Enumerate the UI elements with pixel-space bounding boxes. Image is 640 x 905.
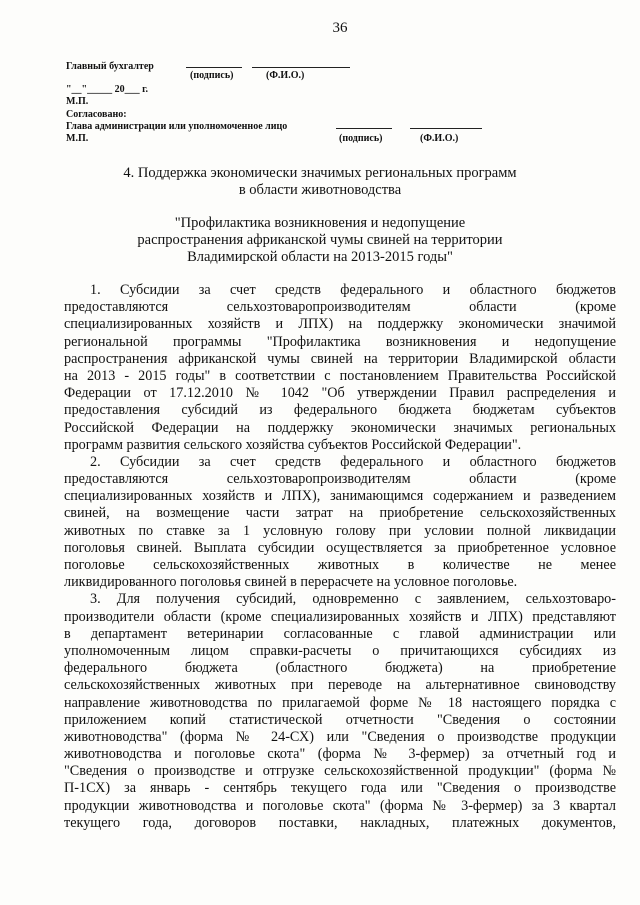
section-heading xyxy=(60,165,580,199)
text-line: региональной программы "Профилактика возникновения и недопущение xyxy=(64,333,616,350)
text-line: предоставляются сельхозтоваропроизводителям области (кроме xyxy=(64,471,616,488)
section-heading-line: 4. Поддержка экономически значимых региональных программ xyxy=(123,165,517,181)
text-line: предоставления субсидий из федерального бюджета бюджетам субъектов xyxy=(64,402,616,419)
signature-line-2 xyxy=(336,128,392,129)
document-body xyxy=(64,282,616,832)
agreed-label: Согласовано: xyxy=(66,109,127,120)
page-number: 36 xyxy=(332,20,348,36)
text-line: ликвидированного поголовья свиней в перерасчете на условное поголовье. xyxy=(64,574,518,591)
text-line: уполномоченным лицом справки-расчеты о причитающихся субсидиях из xyxy=(64,642,616,659)
text-line: программ развития сельского хозяйства субъектов Российской Федерации". xyxy=(64,436,522,453)
text-line: распространения африканской чумы свиней на территории Владимирской области xyxy=(64,350,616,367)
text-line: предоставляются сельхозтоваропроизводителям области (кроме xyxy=(64,299,616,316)
signature-caption-2: (подпись) xyxy=(339,133,383,144)
text-line: специализированных хозяйств и ЛПХ) на поддержку экономически значимой xyxy=(64,316,616,333)
text-line: 1. Субсидии за счет средств федерального и областного бюджетов xyxy=(90,282,616,298)
stamp-label: М.П. xyxy=(66,96,89,107)
name-caption: (Ф.И.О.) xyxy=(266,70,305,81)
signature-caption: (подпись) xyxy=(190,70,234,81)
text-line: на 2013 - 2015 годы" в соответствии с постановлением Правительства Российской xyxy=(64,367,616,384)
text-line: текущего года, договоров поставки, накладных, платежных документов, xyxy=(64,814,616,831)
signature-block xyxy=(0,0,640,150)
text-line: П-1СХ) за январь - сентябрь текущего года или "Сведения о производстве xyxy=(64,780,616,797)
text-line: свиней, на возмещение части затрат на приобретение сельскохозяйственных xyxy=(64,505,616,522)
text-line: животных по ставке за 1 условную голову при условии полной ликвидации xyxy=(64,522,616,539)
text-line: специализированных хозяйств и ЛПХ), занимающимся содержанием и разведением xyxy=(64,488,616,505)
text-line: животноводства и поголовье скота" (форма № 3-фермер) за отчетный год и xyxy=(64,746,616,763)
paragraph-3 xyxy=(64,591,616,832)
text-line: продукции животноводства и поголовье скота" (форма № 3-фермер) за 3 квартал xyxy=(64,797,616,814)
text-line: Российской Федерации на поддержку экономически значимых региональных xyxy=(64,419,616,436)
program-title-line: распространения африканской чумы свиней на территории xyxy=(137,232,503,248)
name-caption-2: (Ф.И.О.) xyxy=(420,133,459,144)
text-line: поголовье сельскохозяйственных животных в количестве не менее xyxy=(64,557,616,573)
program-title-line: Владимирской области на 2013-2015 годы" xyxy=(187,249,453,265)
text-line: приложением копий статистической отчетности "Сведения о состоянии xyxy=(64,711,616,728)
text-line: поголовья свиней. Выплата субсидии осуществляется за приобретенное условное xyxy=(64,539,616,556)
date-template: "__"_____ 20___ г. xyxy=(66,84,149,95)
text-line: 3. Для получения субсидий, одновременно с заявлением, сельхозтоваро- xyxy=(90,591,616,608)
signature-line xyxy=(186,67,242,68)
text-line: федерального бюджета (областного бюджета) на приобретение xyxy=(64,660,616,677)
stamp-label-2: М.П. xyxy=(66,133,89,144)
text-line: животноводства" (форма № 24-СХ) или "Сведения о производстве продукции xyxy=(64,728,616,745)
text-line: "Сведения о производстве и отгрузке сельскохозяйственной продукции" (форма № xyxy=(64,763,616,780)
text-line: в департамент ветеринарии согласованные с главой администрации или xyxy=(64,625,616,642)
section-heading-line: в области животноводства xyxy=(238,182,402,198)
name-line-2 xyxy=(410,128,482,129)
chief-accountant-label: Главный бухгалтер xyxy=(66,61,154,72)
paragraph-2 xyxy=(64,454,616,592)
head-of-administration-label: Глава администрации или уполномоченное лицо xyxy=(66,121,288,132)
text-line: производители области (кроме специализированных хозяйств и ЛПХ) представляют xyxy=(64,608,616,625)
text-line: сельскохозяйственных животных при переводе на альтернативное свиноводству xyxy=(64,677,616,694)
program-title-line: "Профилактика возникновения и недопущение xyxy=(174,215,466,231)
name-line xyxy=(252,67,350,68)
text-line: направление животноводства по прилагаемой форме № 18 настоящего порядка с xyxy=(64,694,616,711)
paragraph-1 xyxy=(64,282,616,454)
text-line: Федерации от 17.12.2010 № 1042 "Об утверждении Правил распределения и xyxy=(64,385,616,402)
text-line: 2. Субсидии за счет средств федерального и областного бюджетов xyxy=(90,453,616,470)
program-title xyxy=(60,215,580,266)
